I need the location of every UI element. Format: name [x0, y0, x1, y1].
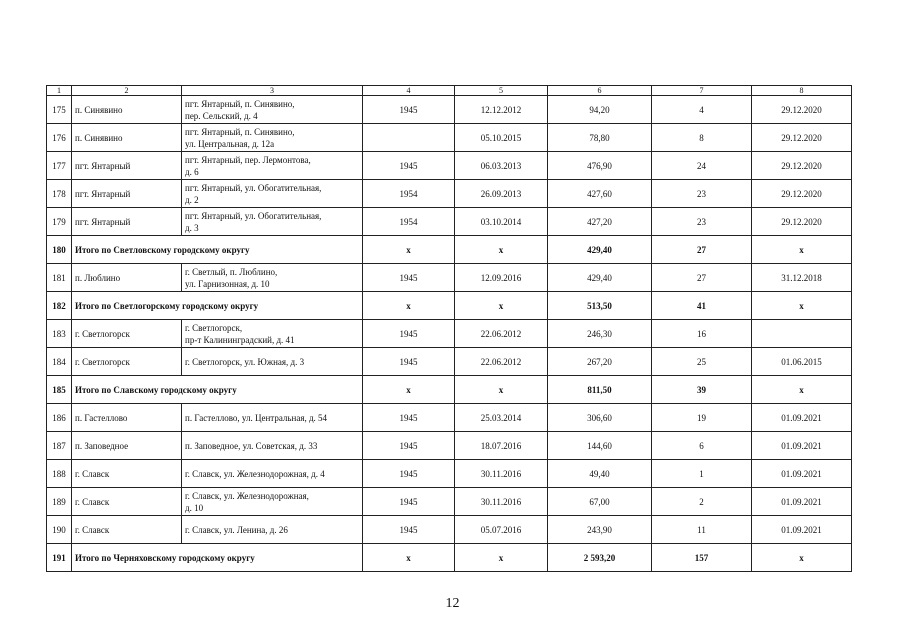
table-row	[47, 488, 852, 516]
date-cell: 26.09.2013	[455, 180, 548, 208]
row-number: 189	[47, 488, 72, 516]
address-cell	[182, 460, 363, 488]
deadline-cell: 29.12.2020	[752, 180, 852, 208]
area-cell: 427,60	[548, 180, 652, 208]
residents-cell: 23	[652, 180, 752, 208]
area-cell: 144,60	[548, 432, 652, 460]
address-line: пгт. Янтарный, ул. Обогатительная,	[185, 210, 322, 221]
residents-cell: 27	[652, 236, 752, 264]
table-row	[47, 264, 852, 292]
date-cell: 22.06.2012	[455, 348, 548, 376]
table-row	[47, 460, 852, 488]
deadline-cell: х	[752, 544, 852, 572]
date-cell: 30.11.2016	[455, 460, 548, 488]
residents-cell: 19	[652, 404, 752, 432]
address-cell	[182, 320, 363, 348]
column-number: 6	[548, 86, 652, 96]
total-label: Итого по Светлогорскому городскому округу	[72, 292, 363, 320]
residents-cell: 27	[652, 264, 752, 292]
address-line: д. 10	[185, 502, 204, 513]
year-cell: х	[363, 376, 455, 404]
area-cell: 429,40	[548, 264, 652, 292]
settlement-cell: г. Светлогорск	[72, 320, 182, 348]
deadline-cell: 29.12.2020	[752, 124, 852, 152]
address-cell	[182, 348, 363, 376]
settlement-cell: пгт. Янтарный	[72, 180, 182, 208]
date-cell: 22.06.2012	[455, 320, 548, 348]
area-cell: 429,40	[548, 236, 652, 264]
table-row	[47, 180, 852, 208]
address-line: г. Светлогорск,	[185, 322, 243, 333]
registry-table	[46, 85, 852, 572]
address-cell	[182, 152, 363, 180]
date-cell: 05.07.2016	[455, 516, 548, 544]
year-cell: 1945	[363, 460, 455, 488]
residents-cell: 157	[652, 544, 752, 572]
row-number: 180	[47, 236, 72, 264]
row-number: 186	[47, 404, 72, 432]
residents-cell: 4	[652, 96, 752, 124]
address-line: пгт. Янтарный, п. Синявино,	[185, 126, 295, 137]
deadline-cell: 29.12.2020	[752, 208, 852, 236]
row-number: 187	[47, 432, 72, 460]
table-row	[47, 208, 852, 236]
year-cell: х	[363, 544, 455, 572]
address-line: пгт. Янтарный, п. Синявино,	[185, 98, 295, 109]
settlement-cell: п. Гастеллово	[72, 404, 182, 432]
row-number: 182	[47, 292, 72, 320]
area-cell: 267,20	[548, 348, 652, 376]
column-number: 4	[363, 86, 455, 96]
address-line: г. Светлогорск, ул. Южная, д. 3	[185, 356, 305, 367]
area-cell: 306,60	[548, 404, 652, 432]
year-cell: 1945	[363, 320, 455, 348]
date-cell: 30.11.2016	[455, 488, 548, 516]
total-row	[47, 376, 852, 404]
address-cell	[182, 404, 363, 432]
row-number: 185	[47, 376, 72, 404]
date-cell: 12.09.2016	[455, 264, 548, 292]
residents-cell: 39	[652, 376, 752, 404]
residents-cell: 6	[652, 432, 752, 460]
address-line: д. 3	[185, 222, 199, 233]
area-cell: 427,20	[548, 208, 652, 236]
settlement-cell: г. Славск	[72, 460, 182, 488]
settlement-cell: г. Славск	[72, 516, 182, 544]
year-cell: х	[363, 236, 455, 264]
date-cell: 06.03.2013	[455, 152, 548, 180]
settlement-cell: пгт. Янтарный	[72, 152, 182, 180]
residents-cell: 24	[652, 152, 752, 180]
area-cell: 49,40	[548, 460, 652, 488]
area-cell: 513,50	[548, 292, 652, 320]
year-cell: 1945	[363, 432, 455, 460]
year-cell: 1954	[363, 180, 455, 208]
settlement-cell: п. Синявино	[72, 96, 182, 124]
deadline-cell: 01.09.2021	[752, 488, 852, 516]
table-row	[47, 124, 852, 152]
column-number: 3	[182, 86, 363, 96]
residents-cell: 2	[652, 488, 752, 516]
row-number: 181	[47, 264, 72, 292]
row-number: 178	[47, 180, 72, 208]
table-row	[47, 516, 852, 544]
deadline-cell: х	[752, 236, 852, 264]
total-row	[47, 292, 852, 320]
address-cell	[182, 96, 363, 124]
date-cell: 12.12.2012	[455, 96, 548, 124]
total-row	[47, 236, 852, 264]
date-cell: х	[455, 292, 548, 320]
column-number: 7	[652, 86, 752, 96]
page-number: 12	[445, 596, 460, 611]
total-label: Итого по Славскому городскому округу	[72, 376, 363, 404]
address-cell	[182, 488, 363, 516]
year-cell: 1945	[363, 404, 455, 432]
address-line: пгт. Янтарный, ул. Обогатительная,	[185, 182, 322, 193]
date-cell: 05.10.2015	[455, 124, 548, 152]
column-number-row	[47, 86, 852, 96]
area-cell: 811,50	[548, 376, 652, 404]
address-line: д. 2	[185, 194, 199, 205]
settlement-cell: п. Заповедное	[72, 432, 182, 460]
residents-cell: 8	[652, 124, 752, 152]
total-row	[47, 544, 852, 572]
deadline-cell: 01.06.2015	[752, 348, 852, 376]
row-number: 183	[47, 320, 72, 348]
address-line: ул. Центральная, д. 12а	[185, 138, 275, 149]
table-row	[47, 432, 852, 460]
row-number: 176	[47, 124, 72, 152]
table-row	[47, 348, 852, 376]
settlement-cell: п. Люблино	[72, 264, 182, 292]
year-cell: 1945	[363, 152, 455, 180]
table-row	[47, 152, 852, 180]
area-cell: 2 593,20	[548, 544, 652, 572]
settlement-cell: г. Светлогорск	[72, 348, 182, 376]
deadline-cell: 01.09.2021	[752, 460, 852, 488]
year-cell: х	[363, 292, 455, 320]
year-cell	[363, 124, 455, 152]
deadline-cell	[752, 320, 852, 348]
table-row	[47, 320, 852, 348]
settlement-cell: пгт. Янтарный	[72, 208, 182, 236]
address-line: г. Славск, ул. Ленина, д. 26	[185, 524, 288, 535]
row-number: 179	[47, 208, 72, 236]
row-number: 190	[47, 516, 72, 544]
residents-cell: 25	[652, 348, 752, 376]
column-number: 2	[72, 86, 182, 96]
year-cell: 1945	[363, 516, 455, 544]
date-cell: 18.07.2016	[455, 432, 548, 460]
residents-cell: 1	[652, 460, 752, 488]
deadline-cell: 29.12.2020	[752, 152, 852, 180]
deadline-cell: х	[752, 292, 852, 320]
address-line: п. Гастеллово, ул. Центральная, д. 54	[185, 412, 328, 423]
address-cell	[182, 180, 363, 208]
address-line: г. Славск, ул. Железнодорожная, д. 4	[185, 468, 325, 479]
row-number: 188	[47, 460, 72, 488]
area-cell: 476,90	[548, 152, 652, 180]
address-cell	[182, 208, 363, 236]
area-cell: 94,20	[548, 96, 652, 124]
settlement-cell: г. Славск	[72, 488, 182, 516]
settlement-cell: п. Синявино	[72, 124, 182, 152]
address-cell	[182, 264, 363, 292]
deadline-cell: 01.09.2021	[752, 432, 852, 460]
row-number: 184	[47, 348, 72, 376]
date-cell: х	[455, 236, 548, 264]
date-cell: 25.03.2014	[455, 404, 548, 432]
year-cell: 1945	[363, 96, 455, 124]
address-line: д. 6	[185, 166, 199, 177]
year-cell: 1945	[363, 488, 455, 516]
address-line: пер. Сельский, д. 4	[185, 110, 258, 121]
table-row	[47, 96, 852, 124]
total-label: Итого по Черняховскому городскому округу	[72, 544, 363, 572]
deadline-cell: 01.09.2021	[752, 404, 852, 432]
address-line: п. Заповедное, ул. Советская, д. 33	[185, 440, 318, 451]
address-line: ул. Гарнизонная, д. 10	[185, 278, 270, 289]
date-cell: х	[455, 376, 548, 404]
address-cell	[182, 516, 363, 544]
residents-cell: 16	[652, 320, 752, 348]
total-label: Итого по Светловскому городскому округу	[72, 236, 363, 264]
area-cell: 246,30	[548, 320, 652, 348]
area-cell: 67,00	[548, 488, 652, 516]
residents-cell: 23	[652, 208, 752, 236]
year-cell: 1945	[363, 264, 455, 292]
address-line: г. Светлый, п. Люблино,	[185, 266, 278, 277]
column-number: 1	[47, 86, 72, 96]
deadline-cell: х	[752, 376, 852, 404]
address-cell	[182, 124, 363, 152]
area-cell: 78,80	[548, 124, 652, 152]
column-number: 8	[752, 86, 852, 96]
address-cell	[182, 432, 363, 460]
area-cell: 243,90	[548, 516, 652, 544]
deadline-cell: 29.12.2020	[752, 96, 852, 124]
date-cell: х	[455, 544, 548, 572]
deadline-cell: 01.09.2021	[752, 516, 852, 544]
table-row	[47, 404, 852, 432]
year-cell: 1954	[363, 208, 455, 236]
deadline-cell: 31.12.2018	[752, 264, 852, 292]
year-cell: 1945	[363, 348, 455, 376]
residents-cell: 11	[652, 516, 752, 544]
address-line: г. Славск, ул. Железнодорожная,	[185, 490, 309, 501]
row-number: 191	[47, 544, 72, 572]
address-line: пгт. Янтарный, пер. Лермонтова,	[185, 154, 311, 165]
column-number: 5	[455, 86, 548, 96]
address-line: пр-т Калининградский, д. 41	[185, 334, 295, 345]
row-number: 175	[47, 96, 72, 124]
row-number: 177	[47, 152, 72, 180]
residents-cell: 41	[652, 292, 752, 320]
date-cell: 03.10.2014	[455, 208, 548, 236]
